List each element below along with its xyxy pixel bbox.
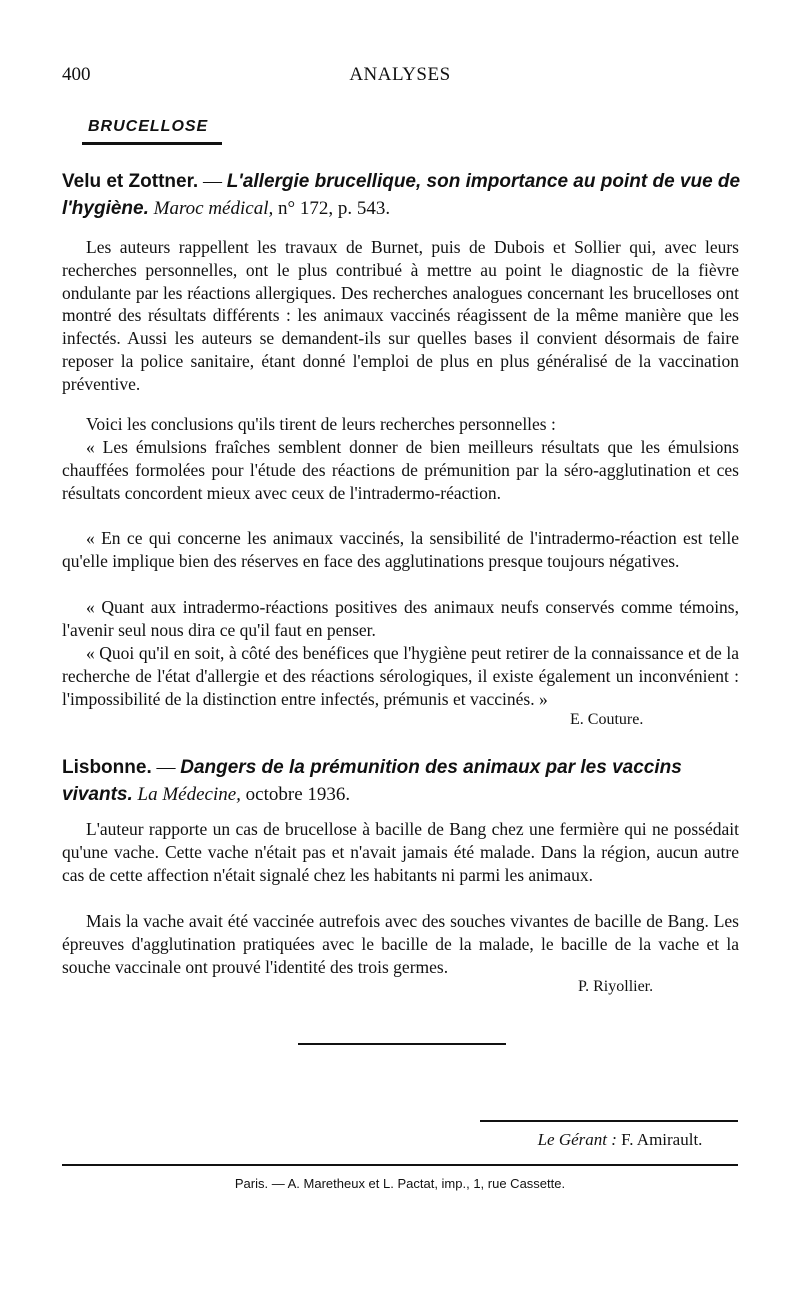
article-1-quote: « Quoi qu'il en soit, à côté des benéfices que l'hygiène peut retirer de la connaissance et de la recherche de l'état d'allergie et des réactions sérologiques, il existe également un inconvénient : l'impossibilité de la distinction entre infectés, prémunis et vaccinés. » — [62, 643, 739, 709]
page-number: 400 — [62, 64, 91, 85]
section-underline — [82, 142, 222, 145]
article-1-ref: n° 172, p. 543. — [273, 198, 391, 219]
article-1-quote: « Les émulsions fraîches semblent donner de bien meilleurs résultats que les émulsions chauffées formolées pour l'étude des réactions de prémunition par la séro-agglutination et ces résultats concordent mieux avec ceux de l'intradermo-réaction. — [62, 437, 739, 503]
article-1-title: L'allergie brucellique, son importance au point de vue de l'hygiène. — [62, 171, 741, 219]
section-title: BRUCELLOSE — [88, 118, 209, 135]
article-1-journal: Maroc médical, — [153, 198, 274, 219]
end-divider — [298, 1043, 506, 1045]
article-1-authors: Velu et Zottner. — [62, 171, 199, 192]
footer-rule — [62, 1164, 738, 1166]
gerant-label: Le Gérant : — [537, 1130, 617, 1149]
article-1-paragraph: Voici les conclusions qu'ils tirent de leurs recherches personnelles : — [86, 414, 556, 434]
article-2-ref: octobre 1936. — [240, 784, 351, 805]
running-title: ANALYSES — [349, 64, 451, 85]
gerant-name: F. Amirault. — [616, 1130, 703, 1149]
article-2-signature: P. Riyollier. — [578, 978, 654, 995]
article-1-signature: E. Couture. — [570, 711, 644, 728]
article-1-dash: — — [198, 171, 227, 192]
gerant-rule — [480, 1120, 738, 1122]
article-1-paragraph: Les auteurs rappellent les travaux de Burnet, puis de Dubois et Sollier qui, avec leurs recherches personnelles, ont le plus contribué à mettre au point le diagnostic de la fièvre ondulante par les réactions allergiques. Des recherches analogues concernant les brucelloses ont montré des résultats différents : les animaux vaccinés réagissent de la même manière que les infectés. Aussi les auteurs se demandent-ils sur quelles bases il convient désormais de faire reposer la police sanitaire, étant donné l'emploi de plus en plus généralisé de la vaccination préventive. — [62, 237, 739, 394]
article-1-heading — [62, 168, 742, 222]
article-2-authors: Lisbonne. — [62, 757, 152, 778]
printer-line: Paris. — A. Maretheux et L. Pactat, imp., 1, rue Cassette. — [234, 1176, 566, 1191]
article-2-title: Dangers de la prémunition des animaux par les vaccins vivants. — [62, 757, 682, 805]
article-2-journal: La Médecine, — [137, 784, 241, 805]
article-2-dash: — — [151, 757, 181, 778]
article-1-quote: « En ce qui concerne les animaux vaccinés, la sensibilité de l'intradermo-réaction est telle qu'elle implique bien des réserves en face des agglutinations presque toujours négatives. — [62, 528, 739, 571]
article-1-quote: « Quant aux intradermo-réactions positives des animaux neufs conservés comme témoins, l'avenir seul nous dira ce qu'il faut en penser. — [62, 597, 739, 640]
gerant-line — [500, 1130, 740, 1150]
article-2-paragraph: Mais la vache avait été vaccinée autrefois avec des souches vivantes de bacille de Bang. Les épreuves d'agglutination pratiquées avec le bacille de la malade, le bacille de la vache et la souche vaccinale ont prouvé l'identité des trois germes. — [62, 911, 739, 977]
article-2-paragraph: L'auteur rapporte un cas de brucellose à bacille de Bang chez une fermière qui ne possédait qu'une vache. Cette vache n'était pas et n'avait jamais été malade. Dans la région, aucun autre cas de cette affection n'était signalé chez les habitants ni parmi les animaux. — [62, 819, 739, 885]
article-2-heading — [62, 754, 742, 808]
